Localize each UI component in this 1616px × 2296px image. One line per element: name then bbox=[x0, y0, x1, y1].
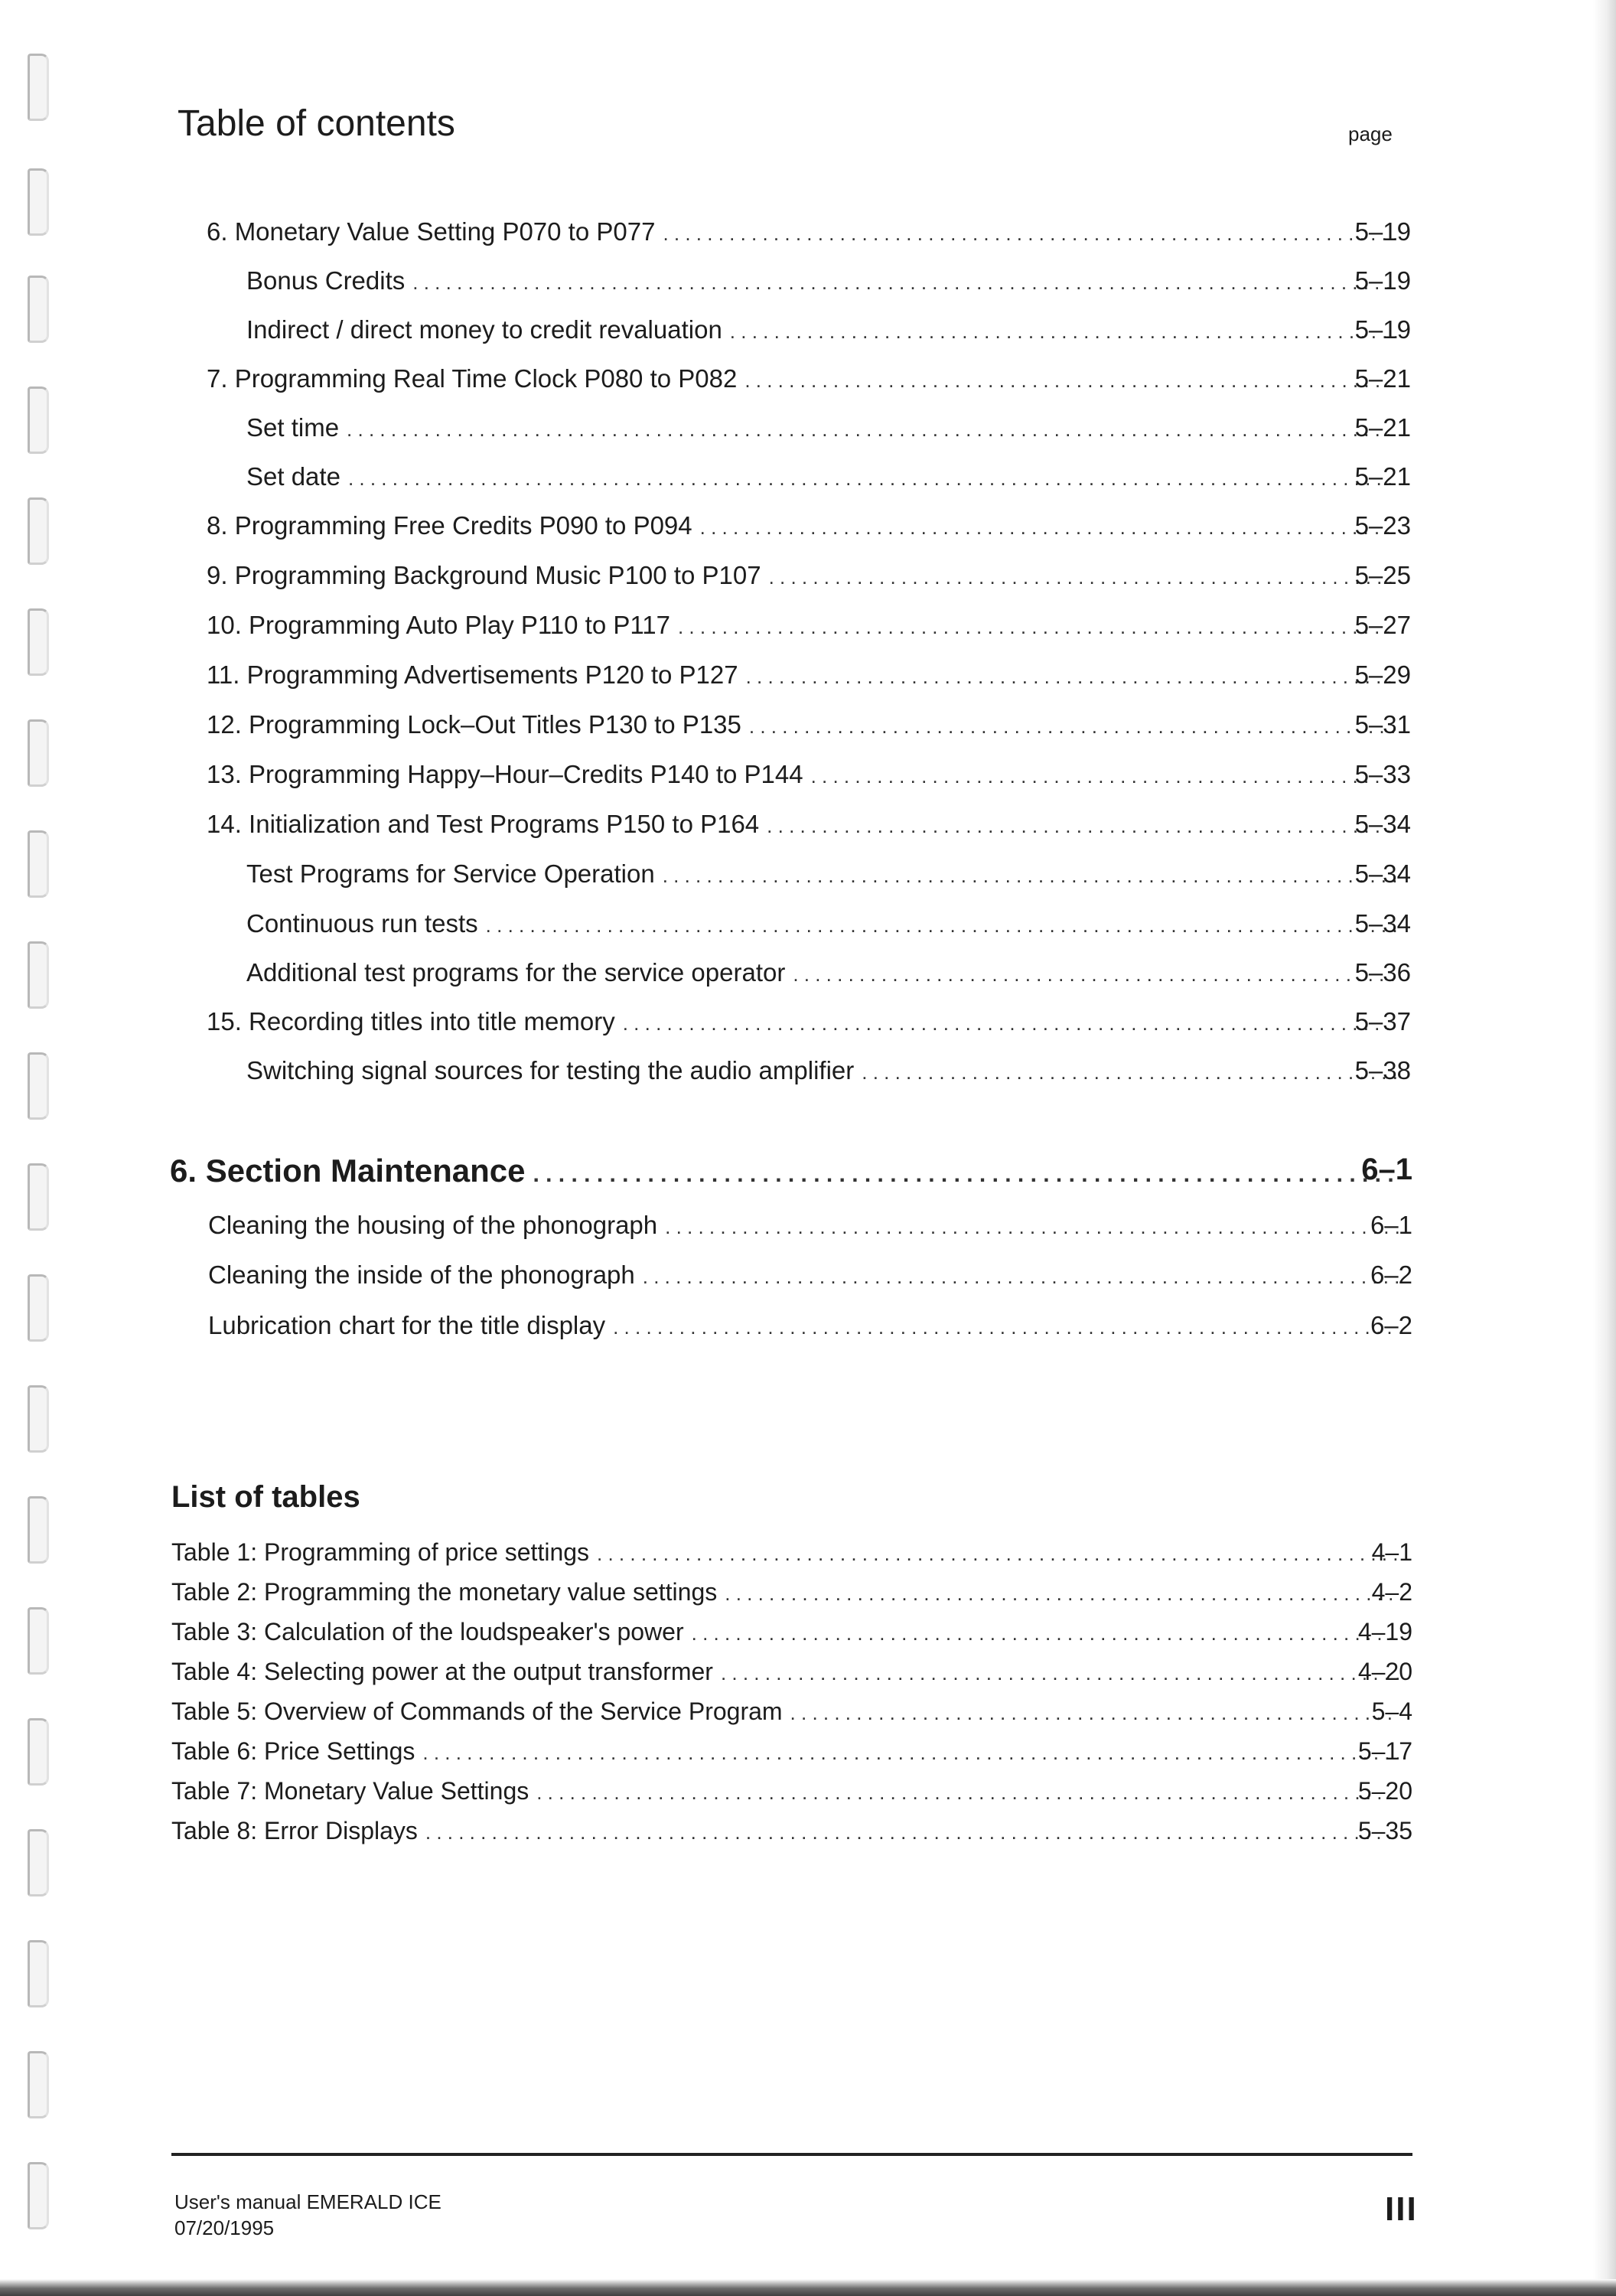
dot-leader bbox=[692, 1622, 1399, 1645]
toc-entry-page: 5–21 bbox=[1354, 364, 1411, 393]
page-title: Table of contents bbox=[178, 103, 455, 144]
dot-leader bbox=[643, 1265, 1399, 1289]
section-entry-page: 6–2 bbox=[1370, 1261, 1412, 1289]
section-entry-page: 6–1 bbox=[1370, 1211, 1412, 1239]
dot-leader bbox=[793, 963, 1397, 987]
section-entry-text: Lubrication chart for the title display bbox=[208, 1311, 606, 1339]
toc-entry-text: Bonus Credits bbox=[246, 266, 406, 295]
toc-entry-page: 5–25 bbox=[1354, 561, 1411, 589]
dot-leader bbox=[613, 1316, 1399, 1339]
section-entry[interactable] bbox=[208, 1261, 1412, 1294]
toc-entry-page: 5–38 bbox=[1354, 1056, 1411, 1084]
toc-entry[interactable] bbox=[246, 266, 1411, 300]
section-title: 6. Section Maintenance bbox=[170, 1153, 526, 1189]
page-column-label: page bbox=[1348, 122, 1393, 145]
table-entry-text: Table 5: Overview of Commands of the Service Program bbox=[171, 1698, 783, 1725]
table-entry-text: Table 8: Error Displays bbox=[171, 1817, 418, 1844]
toc-entry[interactable] bbox=[246, 315, 1411, 349]
dot-leader bbox=[790, 1701, 1399, 1725]
table-entry-text: Table 2: Programming the monetary value settings bbox=[171, 1578, 718, 1606]
table-entry-page: 4–1 bbox=[1371, 1538, 1412, 1566]
dot-leader bbox=[862, 1061, 1397, 1084]
dot-leader bbox=[412, 271, 1397, 295]
dot-leader bbox=[730, 320, 1397, 344]
toc-entry-text: 14. Initialization and Test Programs P150 to P164 bbox=[207, 810, 760, 838]
dot-leader bbox=[536, 1781, 1399, 1805]
table-entry-page: 4–19 bbox=[1357, 1618, 1412, 1645]
page-right-edge-shadow bbox=[1593, 0, 1616, 2296]
toc-entry[interactable] bbox=[246, 859, 1411, 893]
toc-entry[interactable] bbox=[207, 1007, 1411, 1041]
toc-entry-text: Switching signal sources for testing the audio amplifier bbox=[246, 1056, 855, 1084]
toc-entry[interactable] bbox=[207, 364, 1411, 398]
dot-leader bbox=[348, 467, 1397, 491]
section-page: 6–1 bbox=[1361, 1153, 1412, 1186]
dot-leader bbox=[811, 765, 1397, 788]
table-entry-page: 5–20 bbox=[1357, 1777, 1412, 1805]
toc-entry-text: Indirect / direct money to credit revaluation bbox=[246, 315, 722, 344]
toc-entry[interactable] bbox=[246, 462, 1411, 496]
toc-entry-text: 13. Programming Happy–Hour–Credits P140 to P144 bbox=[207, 760, 803, 788]
page-number: III bbox=[1385, 2190, 1418, 2228]
dot-leader bbox=[700, 516, 1397, 540]
toc-entry[interactable] bbox=[207, 710, 1411, 744]
section-entry-page: 6–2 bbox=[1370, 1311, 1412, 1339]
toc-entry-page: 5–36 bbox=[1354, 958, 1411, 987]
table-entry-text: Table 6: Price Settings bbox=[171, 1737, 415, 1765]
section-entry-text: Cleaning the housing of the phonograph bbox=[208, 1211, 658, 1239]
dot-leader bbox=[721, 1662, 1399, 1685]
toc-entry[interactable] bbox=[207, 217, 1411, 251]
dot-leader bbox=[422, 1741, 1399, 1765]
section-entry[interactable] bbox=[208, 1311, 1412, 1345]
toc-entry-page: 5–21 bbox=[1354, 462, 1411, 491]
table-entry-text: Table 1: Programming of price settings bbox=[171, 1538, 590, 1566]
dot-leader bbox=[665, 1215, 1399, 1239]
dot-leader bbox=[749, 715, 1397, 739]
dot-leader bbox=[533, 1162, 1399, 1188]
toc-entry-text: Set time bbox=[246, 413, 340, 442]
toc-entry[interactable] bbox=[246, 909, 1411, 943]
toc-entry[interactable] bbox=[246, 1056, 1411, 1090]
table-entry-page: 5–17 bbox=[1357, 1737, 1412, 1765]
toc-entry[interactable] bbox=[246, 413, 1411, 447]
toc-entry-text: 7. Programming Real Time Clock P080 to P082 bbox=[207, 364, 738, 393]
toc-entry[interactable] bbox=[207, 810, 1411, 843]
toc-entry-page: 5–23 bbox=[1354, 511, 1411, 540]
footer-rule bbox=[171, 2153, 1412, 2156]
toc-entry-text: Additional test programs for the service operator bbox=[246, 958, 786, 987]
toc-entry-text: 11. Programming Advertisements P120 to P127 bbox=[207, 660, 738, 689]
table-list-entry[interactable] bbox=[171, 1658, 1412, 1688]
toc-entry-page: 5–34 bbox=[1354, 859, 1411, 888]
table-list-entry[interactable] bbox=[171, 1618, 1412, 1649]
toc-entry-text: Continuous run tests bbox=[246, 909, 478, 938]
toc-entry-text: 15. Recording titles into title memory bbox=[207, 1007, 615, 1035]
list-of-tables-heading: List of tables bbox=[171, 1480, 360, 1514]
toc-entry-page: 5–19 bbox=[1354, 315, 1411, 344]
dot-leader bbox=[744, 369, 1397, 393]
dot-leader bbox=[425, 1821, 1399, 1844]
toc-entry-page: 5–29 bbox=[1354, 660, 1411, 689]
toc-entry-text: 10. Programming Auto Play P110 to P117 bbox=[207, 611, 670, 639]
section-heading-maintenance[interactable] bbox=[170, 1153, 1412, 1194]
toc-entry-page: 5–21 bbox=[1354, 413, 1411, 442]
table-list-entry[interactable] bbox=[171, 1578, 1412, 1609]
toc-entry[interactable] bbox=[207, 611, 1411, 644]
dot-leader bbox=[597, 1542, 1399, 1566]
table-entry-page: 4–20 bbox=[1357, 1658, 1412, 1685]
section-entry[interactable] bbox=[208, 1211, 1412, 1244]
table-entry-page: 5–4 bbox=[1371, 1698, 1412, 1725]
toc-entry-page: 5–37 bbox=[1354, 1007, 1411, 1035]
toc-entry[interactable] bbox=[207, 660, 1411, 694]
toc-entry-page: 5–19 bbox=[1354, 217, 1411, 246]
toc-entry-page: 5–19 bbox=[1354, 266, 1411, 295]
toc-entry-text: 6. Monetary Value Setting P070 to P077 bbox=[207, 217, 656, 246]
toc-entry[interactable] bbox=[207, 561, 1411, 595]
table-list-entry[interactable] bbox=[171, 1777, 1412, 1808]
toc-entry-text: 8. Programming Free Credits P090 to P094 bbox=[207, 511, 692, 540]
toc-entry-page: 5–27 bbox=[1354, 611, 1411, 639]
toc-entry-text: Test Programs for Service Operation bbox=[246, 859, 655, 888]
toc-entry-text: 12. Programming Lock–Out Titles P130 to P135 bbox=[207, 710, 741, 739]
toc-entry-page: 5–34 bbox=[1354, 810, 1411, 838]
table-list-entry[interactable] bbox=[171, 1698, 1412, 1728]
dot-leader bbox=[623, 1012, 1397, 1035]
dot-leader bbox=[678, 615, 1397, 639]
toc-entry[interactable] bbox=[207, 511, 1411, 545]
table-entry-page: 5–35 bbox=[1357, 1817, 1412, 1844]
dot-leader bbox=[769, 566, 1397, 589]
dot-leader bbox=[746, 665, 1397, 689]
footer-date: 07/20/1995 bbox=[174, 2216, 275, 2239]
dot-leader bbox=[767, 814, 1397, 838]
table-entry-text: Table 7: Monetary Value Settings bbox=[171, 1777, 529, 1805]
dot-leader bbox=[663, 222, 1397, 246]
toc-entry-page: 5–33 bbox=[1354, 760, 1411, 788]
binding-holes bbox=[28, 0, 58, 2296]
toc-entry-text: Set date bbox=[246, 462, 340, 491]
toc-entry[interactable] bbox=[207, 760, 1411, 794]
toc-entry[interactable] bbox=[246, 958, 1411, 992]
table-entry-page: 4–2 bbox=[1371, 1578, 1412, 1606]
footer-manual-name: User's manual EMERALD ICE bbox=[174, 2190, 441, 2213]
table-list-entry[interactable] bbox=[171, 1817, 1412, 1848]
section-entry-text: Cleaning the inside of the phonograph bbox=[208, 1261, 635, 1289]
page-bottom-edge-shadow bbox=[0, 2279, 1616, 2296]
dot-leader bbox=[725, 1582, 1399, 1606]
table-list-entry[interactable] bbox=[171, 1538, 1412, 1569]
table-entry-text: Table 4: Selecting power at the output transformer bbox=[171, 1658, 713, 1685]
table-entry-text: Table 3: Calculation of the loudspeaker's power bbox=[171, 1618, 684, 1645]
toc-entry-page: 5–34 bbox=[1354, 909, 1411, 938]
toc-entry-text: 9. Programming Background Music P100 to P107 bbox=[207, 561, 761, 589]
dot-leader bbox=[486, 914, 1397, 938]
toc-entry-page: 5–31 bbox=[1354, 710, 1411, 739]
dot-leader bbox=[663, 864, 1397, 888]
table-list-entry[interactable] bbox=[171, 1737, 1412, 1768]
dot-leader bbox=[347, 418, 1397, 442]
